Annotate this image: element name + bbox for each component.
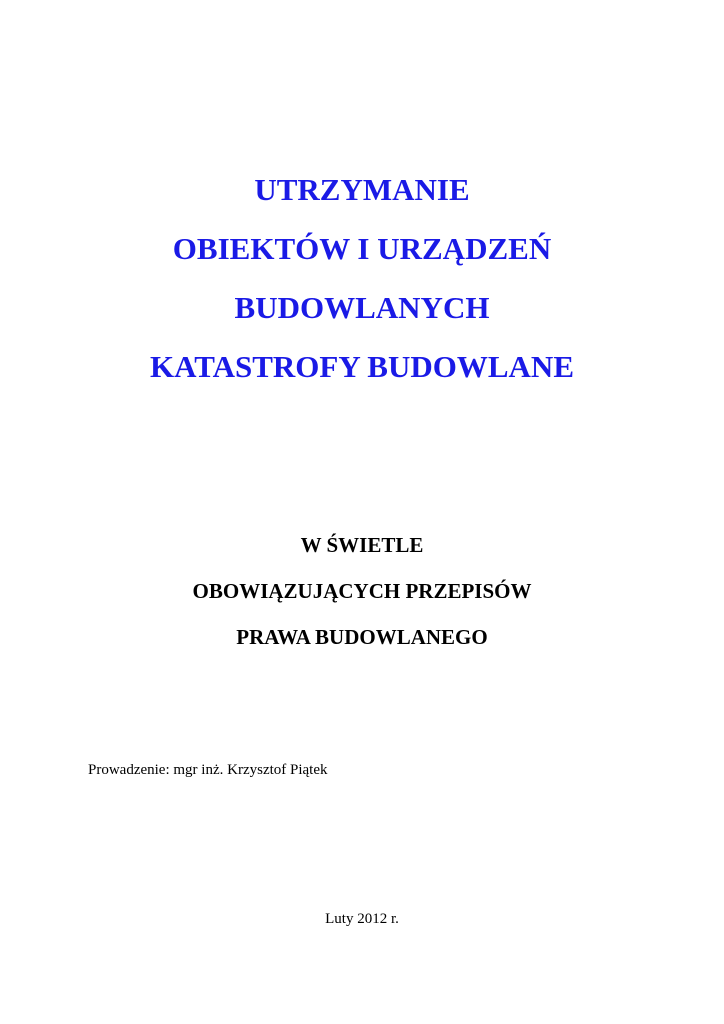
document-date: Luty 2012 r. bbox=[325, 911, 399, 927]
title-line: UTRZYMANIE bbox=[254, 172, 470, 207]
lecturer-line: Prowadzenie: mgr inż. Krzysztof Piątek bbox=[88, 762, 328, 778]
document-subtitle bbox=[0, 522, 724, 660]
subtitle-line: OBOWIĄZUJĄCYCH PRZEPISÓW bbox=[192, 579, 532, 603]
title-line: BUDOWLANYCH bbox=[234, 290, 490, 325]
title-line: OBIEKTÓW I URZĄDZEŃ bbox=[172, 231, 552, 266]
subtitle-line: W ŚWIETLE bbox=[300, 533, 424, 557]
title-line: KATASTROFY BUDOWLANE bbox=[150, 349, 574, 384]
document-title bbox=[0, 160, 724, 396]
subtitle-line: PRAWA BUDOWLANEGO bbox=[236, 625, 488, 649]
